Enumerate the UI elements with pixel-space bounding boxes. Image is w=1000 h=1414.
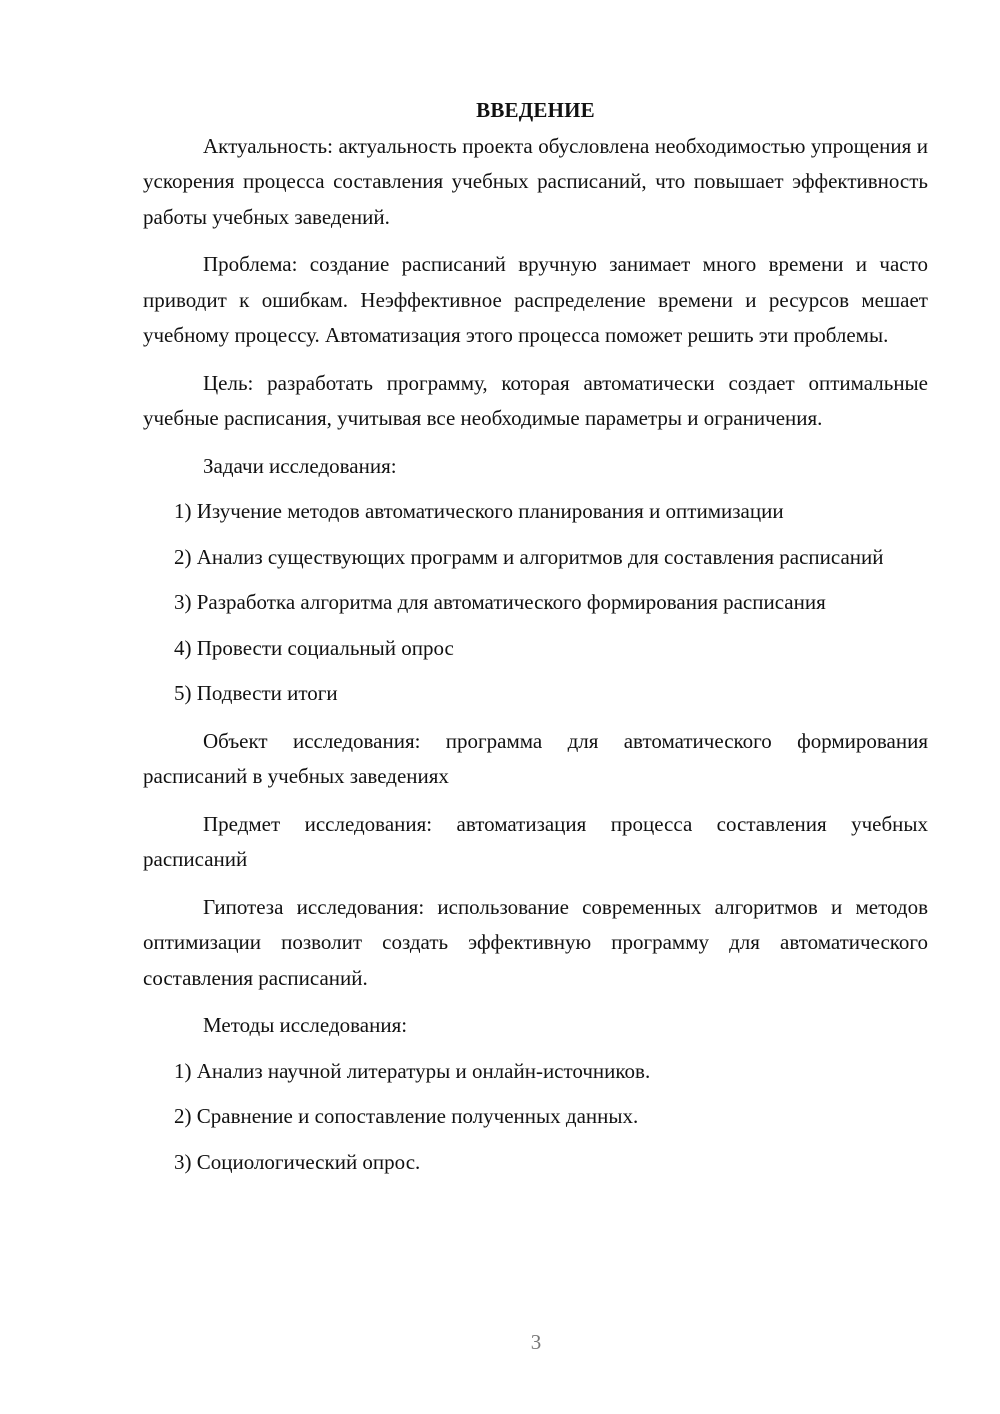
task-item-4: 4) Провести социальный опрос <box>174 635 454 660</box>
paragraph-goal: Цель: разработать программу, которая автоматически создает оптимальные учебные расписания, учитывая все необходимые параметры и ограничения. <box>143 370 928 430</box>
tasks-heading: Задачи исследования: <box>203 453 397 478</box>
page-title: ВВЕДЕНИЕ <box>476 98 595 122</box>
page-content <box>143 93 928 1180</box>
method-item-3: 3) Социологический опрос. <box>174 1149 421 1174</box>
paragraph-subject: Предмет исследования: автоматизация процесса составления учебных расписаний <box>143 811 928 871</box>
page-number: 3 <box>530 1330 542 1354</box>
paragraph-relevance: Актуальность: актуальность проекта обусловлена необходимостью упрощения и ускорения процесса составления учебных расписаний, что повышает эффективность работы учебных заведений. <box>143 133 928 229</box>
task-item-5: 5) Подвести итоги <box>174 681 338 705</box>
paragraph-hypothesis: Гипотеза исследования: использование современных алгоритмов и методов оптимизации позволит создать эффективную программу для автоматического составления расписаний. <box>143 894 928 990</box>
paragraph-object: Объект исследования: программа для автоматического формирования расписаний в учебных заведениях <box>143 728 928 788</box>
tasks-list <box>143 494 928 712</box>
task-item-1: 1) Изучение методов автоматического планирования и оптимизации <box>174 499 784 523</box>
task-item-2: 2) Анализ существующих программ и алгоритмов для составления расписаний <box>174 544 884 569</box>
method-item-2: 2) Сравнение и сопоставление полученных данных. <box>174 1104 639 1128</box>
paragraph-problem: Проблема: создание расписаний вручную занимает много времени и часто приводит к ошибкам. Неэффективное распределение времени и ресурсов мешает учебному процессу. Автоматизация этого процесса поможет решить эти проблемы. <box>143 252 928 347</box>
methods-heading: Методы исследования: <box>203 1013 408 1037</box>
methods-list <box>143 1054 928 1181</box>
task-item-3: 3) Разработка алгоритма для автоматического формирования расписания <box>174 590 826 614</box>
method-item-1: 1) Анализ научной литературы и онлайн-источников. <box>174 1058 651 1083</box>
